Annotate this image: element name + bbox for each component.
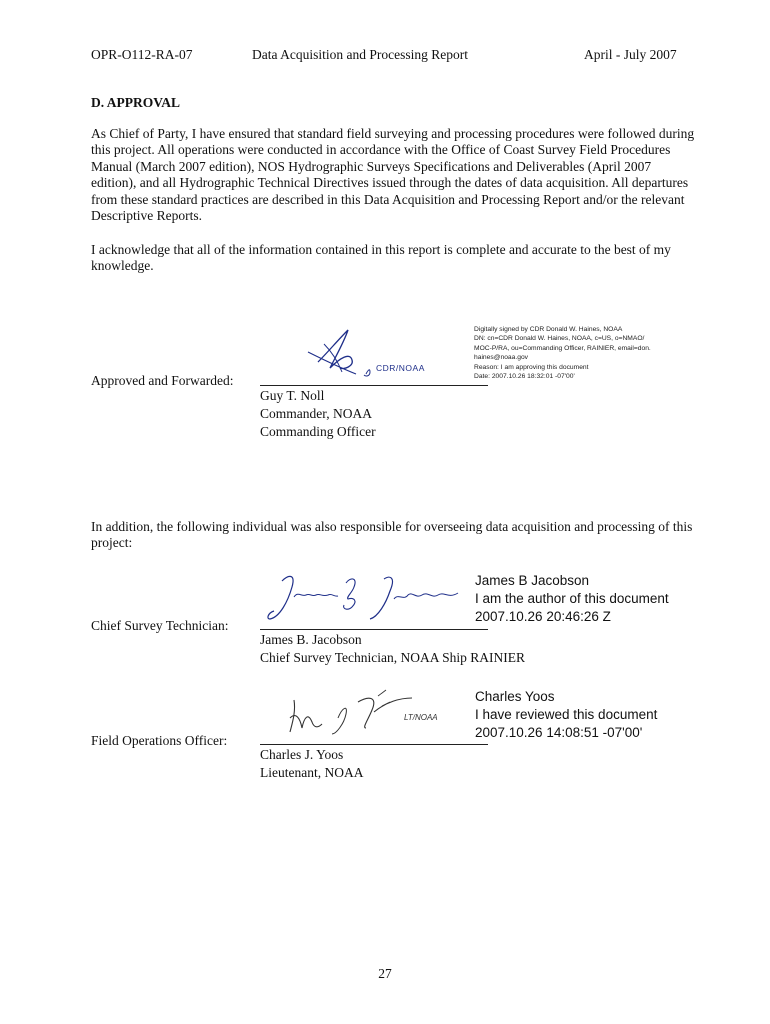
- field-officer-rank: Lieutenant, NOAA: [260, 765, 364, 780]
- approver-title: Commanding Officer: [260, 424, 376, 439]
- field-officer-signature-line: [260, 744, 488, 745]
- field-officer-digital-signature: [475, 688, 657, 742]
- digital-signature-line: Reason: I am approving this document: [474, 363, 589, 371]
- field-officer-label: Field Operations Officer:: [91, 733, 228, 748]
- page-number: 27: [378, 966, 392, 981]
- header-report-title: Data Acquisition and Processing Report: [252, 47, 468, 62]
- digital-signature-line: Date: 2007.10.26 18:32:01 -07'00': [474, 373, 575, 381]
- digital-signature-line: MOC-P/RA, ou=Commanding Officer, RAINIER, email=don.: [474, 344, 651, 352]
- header-project-id: OPR-O112-RA-07: [91, 47, 193, 62]
- approver-name-block: [260, 387, 376, 441]
- approval-paragraph: As Chief of Party, I have ensured that standard field surveying and processing procedures were followed during this project. All operations were conducted in accordance with the Office of Coast Survey Field Procedures Manual (March 2007 edition), NOS Hydrographic Surveys Specifications and Deliverables (April 2007 edition), and all Hydrographic Technical Directives issued through the dates of data acquisition. All departures from these standard practices are described in this Data Acquisition and Processing Report and/or the relevant Descriptive Reports.: [91, 126, 695, 224]
- approver-signature-line: [260, 385, 488, 386]
- digital-signature-line: 2007.10.26 14:08:51 -07'00': [475, 725, 643, 740]
- header-date-range: April - July 2007: [584, 47, 677, 62]
- responsibility-paragraph: In addition, the following individual was also responsible for overseeing data acquisition and processing of this project:: [91, 519, 693, 551]
- technician-name-block: [260, 631, 525, 667]
- technician-title: Chief Survey Technician, NOAA Ship RAINIER: [260, 650, 526, 665]
- digital-signature-line: I am the author of this document: [475, 591, 669, 606]
- digital-signature-line: Charles Yoos: [475, 689, 555, 704]
- approver-digital-signature: [474, 325, 699, 381]
- digital-signature-line: James B Jacobson: [475, 573, 590, 588]
- digital-signature-line: 2007.10.26 20:46:26 Z: [475, 609, 611, 624]
- digital-signature-line: Digitally signed by CDR Donald W. Haines, NOAA: [474, 326, 623, 333]
- digital-signature-line: DN: cn=CDR Donald W. Haines, NOAA, c=US, o=NMAO/: [474, 335, 645, 343]
- approver-signature-annotation: CDR/NOAA: [376, 363, 425, 373]
- technician-signature-line: [260, 629, 488, 630]
- field-officer-name: Charles J. Yoos: [260, 747, 344, 762]
- technician-digital-signature: [475, 572, 669, 626]
- field-officer-name-block: [260, 746, 363, 782]
- acknowledgement-paragraph: I acknowledge that all of the information contained in this report is complete and accurate to the best of my knowledge.: [91, 242, 671, 274]
- technician-name: James B. Jacobson: [260, 632, 362, 647]
- digital-signature-line: haines@noaa.gov: [474, 354, 529, 362]
- section-heading: D. APPROVAL: [91, 95, 181, 110]
- approver-label: Approved and Forwarded:: [91, 373, 234, 388]
- technician-label: Chief Survey Technician:: [91, 618, 229, 633]
- approver-signature: [300, 322, 450, 382]
- approver-name: Guy T. Noll: [260, 388, 325, 403]
- technician-signature: [262, 567, 472, 627]
- approver-rank: Commander, NOAA: [260, 406, 372, 421]
- digital-signature-line: I have reviewed this document: [475, 707, 658, 722]
- field-officer-signature-annotation: LT/NOAA: [404, 713, 438, 722]
